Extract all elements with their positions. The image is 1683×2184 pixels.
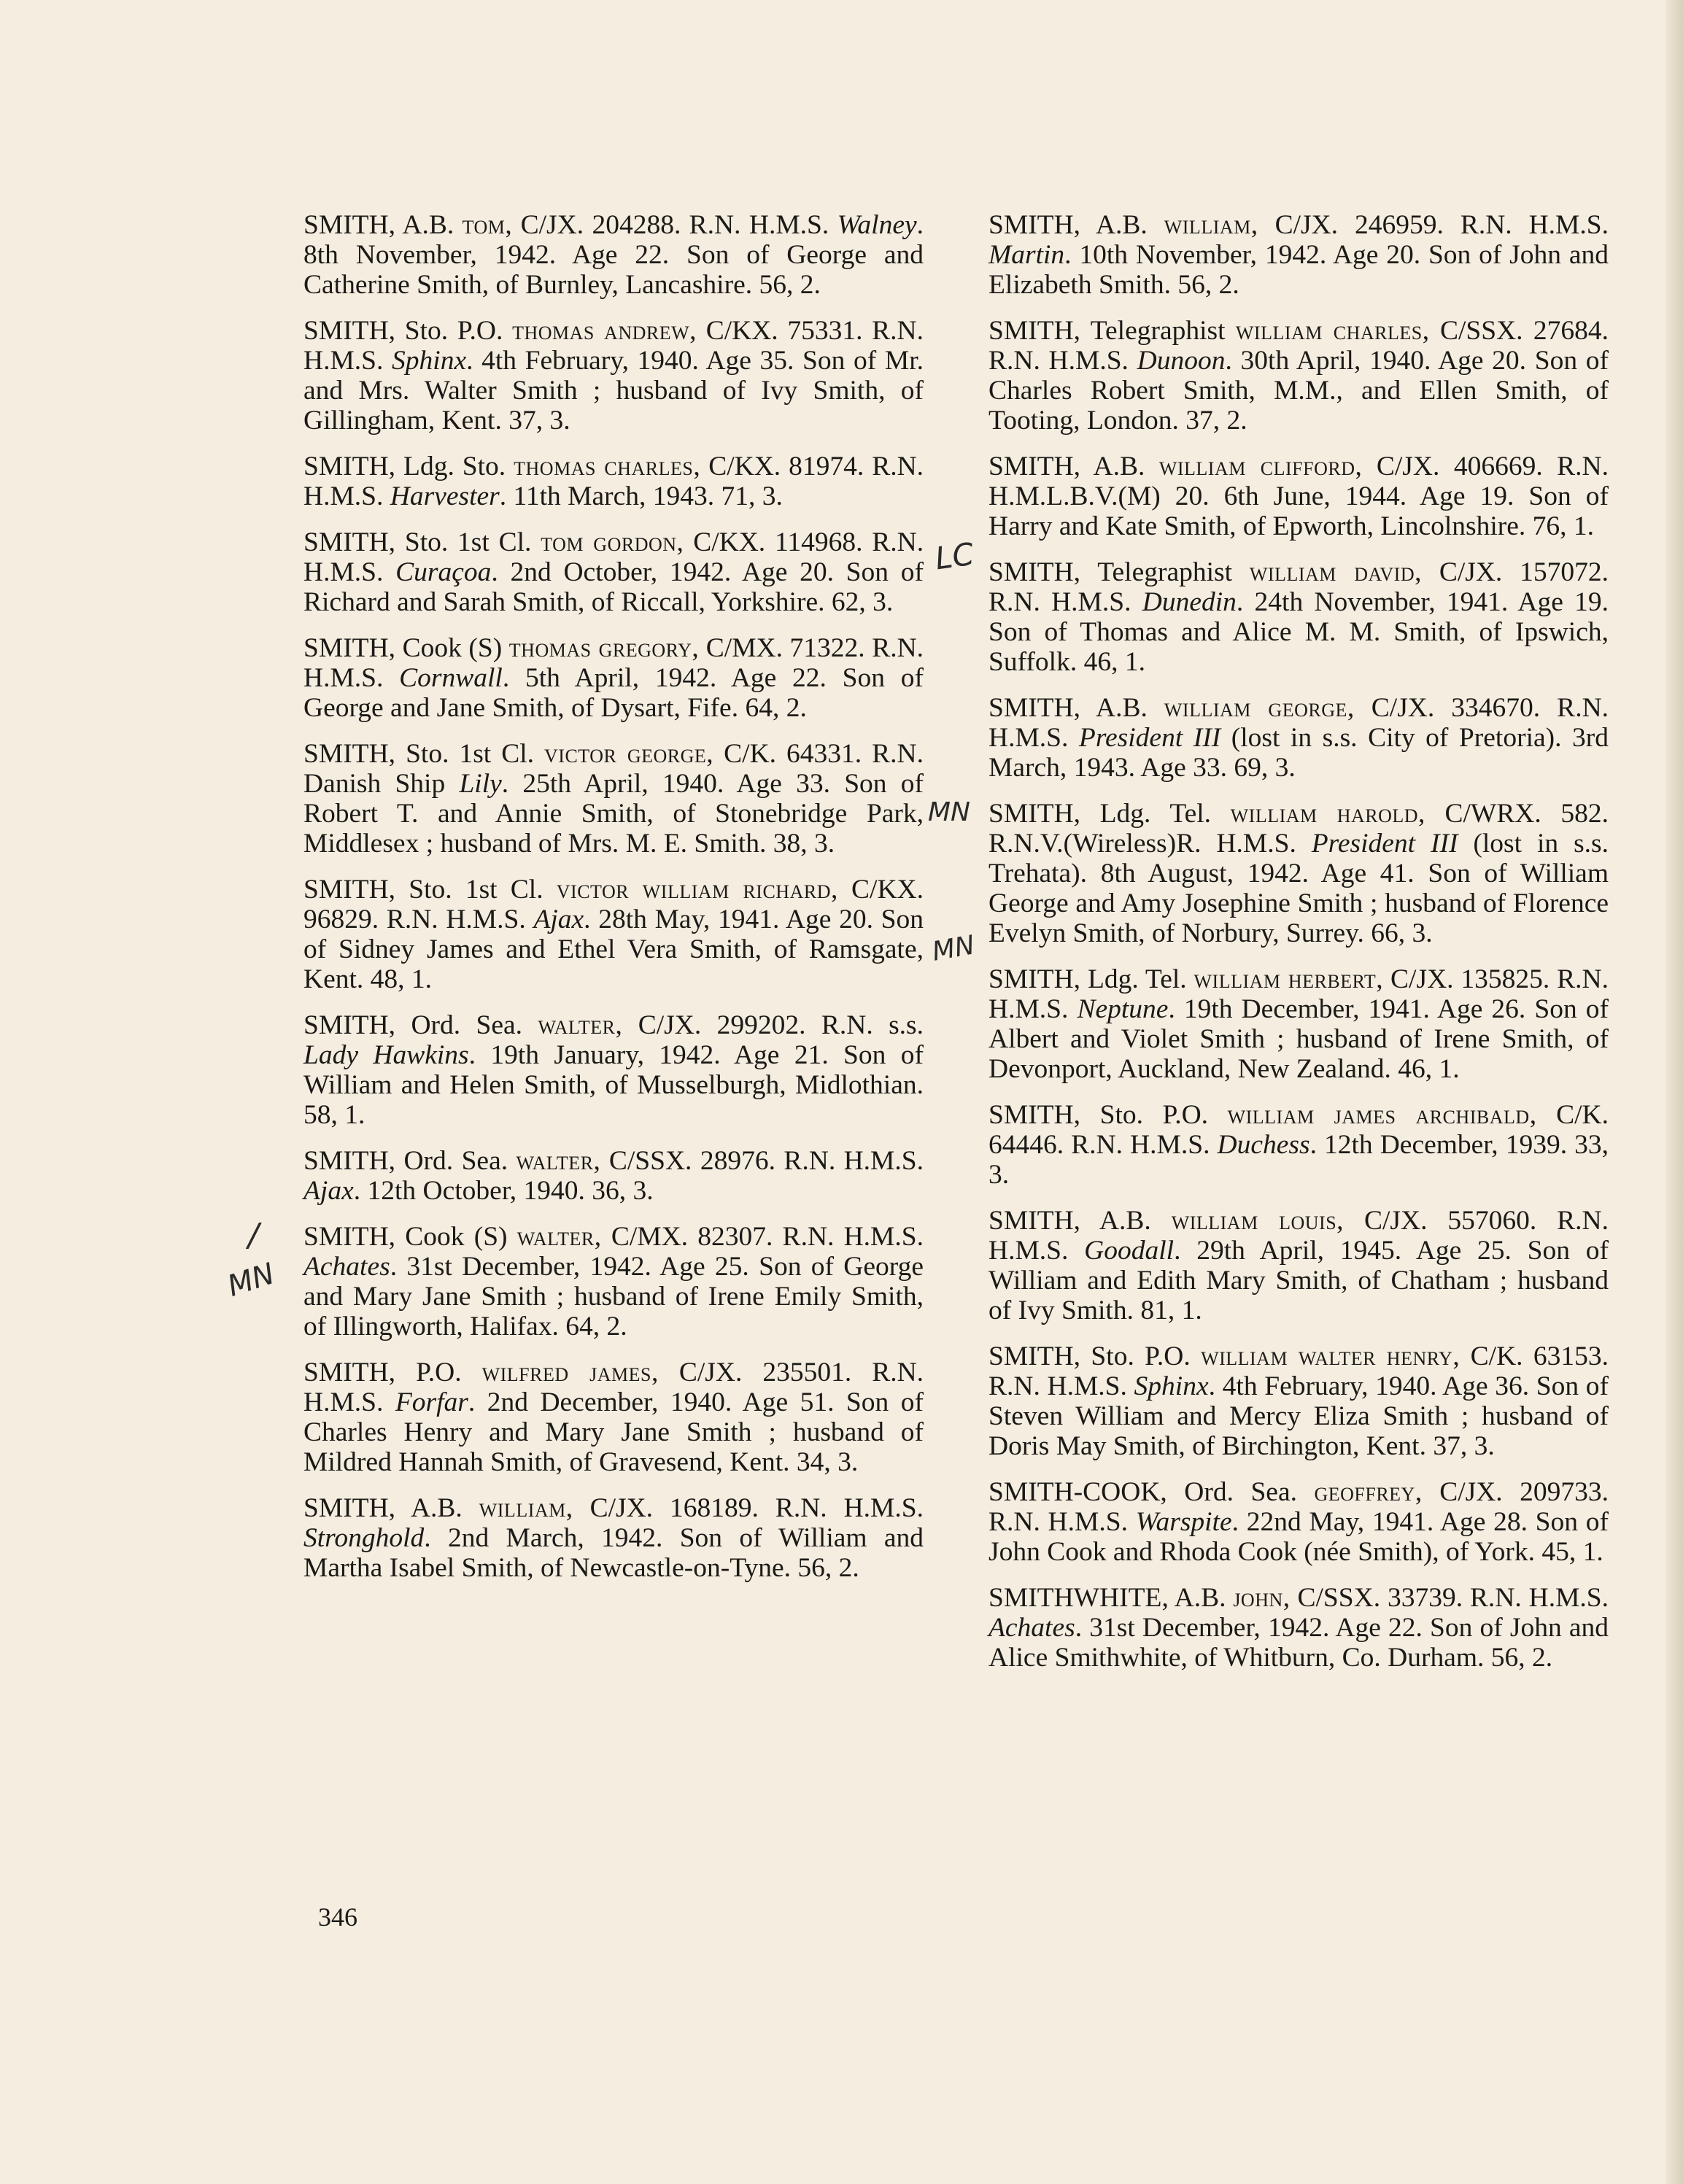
entry-details: . 5th April, 1942. Age 22. Son of George and Jane Smith, of Dysart, Fife. 64, 2. (303, 663, 924, 723)
rank: A.B. (1096, 693, 1148, 723)
rank: Sto. P.O. (1099, 1100, 1209, 1130)
roll-entry (303, 633, 924, 723)
entry-details: (lost in s.s. Trehata). 8th August, 1942. Age 41. Son of William George and Amy Josephine Smith ; husband of Florence Evelyn Smith, of Norbury, Surrey. 66, 3. (988, 829, 1609, 948)
ship-name: Achates (988, 1613, 1075, 1643)
ship-name: Goodall (1084, 1236, 1175, 1266)
given-names: thomas gregory, (508, 633, 700, 663)
given-names: tom, (462, 210, 513, 240)
surname: SMITH, (303, 739, 396, 769)
surname: SMITH, (988, 1100, 1081, 1130)
service-details: C/JX. 406669. R.N. H.M.L.B.V.(M) 20. 6th June, 1944. Age 19. Son of Harry and Kate Smith, of Epworth, Lincolnshire. 76, 1. (988, 452, 1609, 541)
ship-name: Stronghold (303, 1523, 425, 1553)
rank: Sto. 1st Cl. (406, 739, 535, 769)
service-details: C/K. 64446. R.N. H.M.S. (988, 1100, 1609, 1160)
surname: SMITH-COOK, (988, 1477, 1167, 1507)
handwritten-note-mn: MN (928, 797, 970, 827)
service-details: C/JX. 299202. R.N. s.s. (638, 1010, 924, 1040)
surname: SMITH, (303, 210, 396, 240)
service-details: C/JX. 168189. R.N. H.M.S. (589, 1493, 924, 1523)
service-details: C/KX. 75331. R.N. H.M.S. (303, 316, 924, 376)
service-details: C/MX. 82307. R.N. H.M.S. (611, 1222, 924, 1252)
entry-details: . 19th December, 1941. Age 26. Son of Albert and Violet Smith ; husband of Irene Smith, of Devonport, Auckland, New Zealand. 46, 1. (988, 994, 1609, 1084)
entry-details: . 31st December, 1942. Age 22. Son of John and Alice Smithwhite, of Whitburn, Co. Durham. 56, 2. (988, 1613, 1609, 1673)
roll-entry (988, 1100, 1609, 1190)
ship-name: Cornwall (399, 663, 503, 693)
roll-entry (988, 557, 1609, 677)
surname: SMITH, (988, 1341, 1081, 1371)
service-details: C/SSX. 28976. R.N. H.M.S. (608, 1146, 924, 1176)
given-names: william louis, (1171, 1206, 1345, 1236)
roll-entry (303, 1358, 924, 1477)
rank: A.B. (1174, 1583, 1226, 1613)
rank: Cook (S) (405, 1222, 508, 1252)
ship-name: Sphinx (1134, 1371, 1209, 1401)
service-details: C/JX. 209733. R.N. H.M.S. (988, 1477, 1609, 1537)
ship-name: President III (1311, 829, 1458, 859)
ship-name: President III (1078, 723, 1221, 753)
roll-entry (303, 1493, 924, 1583)
given-names: william david, (1249, 557, 1422, 587)
surname: SMITH, (988, 964, 1081, 994)
given-names: walter, (516, 1146, 601, 1176)
rank: Sto. P.O. (404, 316, 503, 346)
roll-entry (303, 1146, 924, 1206)
roll-entry (303, 210, 924, 300)
surname: SMITH, (303, 316, 396, 346)
roll-entry (988, 964, 1609, 1084)
entry-details: . 19th January, 1942. Age 21. Son of William and Helen Smith, of Musselburgh, Midlothian. 58, 1. (303, 1040, 924, 1130)
rank: Ldg. Tel. (1087, 964, 1187, 994)
surname: SMITH, (988, 210, 1081, 240)
given-names: victor william richard, (556, 875, 838, 905)
roll-entry (988, 799, 1609, 948)
rank: Ldg. Tel. (1099, 799, 1212, 829)
ship-name: Neptune (1077, 994, 1169, 1024)
service-details: C/SSX. 27684. R.N. H.M.S. (988, 316, 1609, 376)
entry-details: . 28th May, 1941. Age 20. Son of Sidney James and Ethel Vera Smith, of Ramsgate, Kent. 48, 1. (303, 905, 924, 994)
service-details: C/K. 64331. R.N. Danish Ship (303, 739, 924, 799)
roll-entry (988, 693, 1609, 783)
given-names: william clifford, (1158, 452, 1363, 481)
entry-details: (lost in s.s. City of Pretoria). 3rd March, 1943. Age 33. 69, 3. (988, 723, 1609, 783)
surname: SMITH, (988, 557, 1081, 587)
entry-details: . 24th November, 1941. Age 19. Son of Thomas and Alice M. M. Smith, of Ipswich, Suffolk. 46, 1. (988, 587, 1609, 677)
given-names: william herbert, (1193, 964, 1384, 994)
rank: A.B. (1095, 210, 1148, 240)
surname: SMITH, (988, 799, 1081, 829)
ship-name: Dunoon (1137, 346, 1226, 376)
service-details: C/MX. 71322. R.N. H.M.S. (303, 633, 924, 693)
ship-name: Walney (837, 210, 917, 240)
surname: SMITH, (988, 452, 1081, 481)
service-details: C/KX. 81974. R.N. H.M.S. (303, 452, 924, 511)
surname: SMITH, (303, 1493, 396, 1523)
surname: SMITH, (303, 1146, 396, 1176)
roll-entry (988, 1583, 1609, 1673)
given-names: thomas andrew, (512, 316, 697, 346)
entry-details: . 8th November, 1942. Age 22. Son of George and Catherine Smith, of Burnley, Lancashire. 56, 2. (303, 210, 924, 300)
roll-entry (988, 1206, 1609, 1325)
rank: Cook (S) (402, 633, 503, 663)
service-details: C/JX. 135825. R.N. H.M.S. (988, 964, 1609, 1024)
entry-details: . 12th October, 1940. 36, 3. (353, 1176, 654, 1206)
entry-details: . 10th November, 1942. Age 20. Son of John and Elizabeth Smith. 56, 2. (988, 240, 1609, 300)
surname: SMITH, (303, 1222, 396, 1252)
roll-entry (303, 739, 924, 859)
ship-name: Martin (988, 240, 1065, 270)
entry-details: . 22nd May, 1941. Age 28. Son of John Cook and Rhoda Cook (née Smith), of York. 45, 1. (988, 1507, 1609, 1567)
handwritten-note-mn: MN (929, 930, 978, 967)
handwritten-note-slash: / (248, 1217, 259, 1254)
ship-name: Forfar (395, 1387, 468, 1417)
entry-details: . 30th April, 1940. Age 20. Son of Charles Robert Smith, M.M., and Ellen Smith, of Tooting, London. 37, 2. (988, 346, 1609, 435)
given-names: william walter henry, (1201, 1341, 1460, 1371)
rank: Ord. Sea. (411, 1010, 523, 1040)
surname: SMITH, (988, 1206, 1081, 1236)
service-details: C/SSX. 33739. R.N. H.M.S. (1297, 1583, 1609, 1613)
given-names: wilfred james, (481, 1358, 659, 1387)
left-column (303, 210, 924, 1599)
rank: A.B. (1093, 452, 1145, 481)
ship-name: Harvester (390, 481, 500, 511)
ship-name: Lily (459, 769, 502, 799)
given-names: walter, (538, 1010, 623, 1040)
ship-name: Ajax (533, 905, 584, 934)
roll-entry (988, 1341, 1609, 1461)
page-edge-shadow (1665, 0, 1683, 2184)
rank: Ldg. Sto. (403, 452, 506, 481)
service-details: C/JX. 246959. R.N. H.M.S. (1274, 210, 1609, 240)
entry-details: . 25th April, 1940. Age 33. Son of Robert T. and Annie Smith, of Stonebridge Park, Middlesex ; husband of Mrs. M. E. Smith. 38, 3. (303, 769, 924, 859)
entry-details: . 31st December, 1942. Age 25. Son of George and Mary Jane Smith ; husband of Irene Emily Smith, of Illingworth, Halifax. 64, 2. (303, 1252, 924, 1341)
rank: A.B. (410, 1493, 463, 1523)
given-names: tom gordon, (541, 527, 684, 557)
entry-details: . 2nd December, 1940. Age 51. Son of Charles Henry and Mary Jane Smith ; husband of Mildred Hannah Smith, of Gravesend, Kent. 34, 3. (303, 1387, 924, 1477)
entry-details: . 2nd March, 1942. Son of William and Martha Isabel Smith, of Newcastle-on-Tyne. 56, 2. (303, 1523, 924, 1583)
rank: A.B. (402, 210, 454, 240)
roll-entry (303, 316, 924, 435)
given-names: william, (1164, 210, 1258, 240)
ship-name: Sphinx (392, 346, 467, 376)
rank: Sto. 1st Cl. (404, 527, 532, 557)
surname: SMITH, (303, 452, 396, 481)
rank: P.O. (416, 1358, 462, 1387)
service-details: C/JX. 334670. R.N. H.M.S. (988, 693, 1609, 753)
rank: Sto. P.O. (1091, 1341, 1191, 1371)
surname: SMITH, (303, 875, 396, 905)
given-names: william harold, (1230, 799, 1425, 829)
right-column (988, 210, 1609, 1689)
ship-name: Curaçoa (395, 557, 492, 587)
page-number: 346 (318, 1902, 357, 1932)
surname: SMITH, (303, 633, 396, 663)
handwritten-note-lc: LC (932, 535, 976, 577)
surname: SMITH, (988, 316, 1081, 346)
roll-entry (988, 1477, 1609, 1567)
given-names: thomas charles, (514, 452, 701, 481)
entry-details: . 2nd October, 1942. Age 20. Son of Richard and Sarah Smith, of Riccall, Yorkshire. 62, 3. (303, 557, 924, 617)
surname: SMITH, (303, 1358, 396, 1387)
given-names: william james archibald, (1227, 1100, 1537, 1130)
roll-entry (988, 452, 1609, 541)
entry-details: . 11th March, 1943. 71, 3. (499, 481, 783, 511)
rank: Telegraphist (1090, 316, 1226, 346)
rank: Ord. Sea. (403, 1146, 508, 1176)
surname: SMITH, (303, 1010, 396, 1040)
service-details: C/JX. 157072. R.N. H.M.S. (988, 557, 1609, 617)
given-names: geoffrey, (1314, 1477, 1423, 1507)
given-names: william, (479, 1493, 573, 1523)
ship-name: Dunedin (1142, 587, 1237, 617)
entry-details: . 4th February, 1940. Age 35. Son of Mr. and Mrs. Walter Smith ; husband of Ivy Smith, of Gillingham, Kent. 37, 3. (303, 346, 924, 435)
given-names: john, (1233, 1583, 1291, 1613)
service-details: C/K. 63153. R.N. H.M.S. (988, 1341, 1609, 1401)
roll-entry (988, 210, 1609, 300)
roll-entry (988, 316, 1609, 435)
service-details: C/JX. 204288. R.N. H.M.S. (520, 210, 837, 240)
given-names: victor george, (544, 739, 714, 769)
entry-details: . 4th February, 1940. Age 36. Son of Steven William and Mercy Eliza Smith ; husband of Doris May Smith, of Birchington, Kent. 37, 3. (988, 1371, 1609, 1461)
roll-entry (303, 527, 924, 617)
service-details: C/JX. 235501. R.N. H.M.S. (303, 1358, 924, 1417)
given-names: walter, (516, 1222, 602, 1252)
ship-name: Lady Hawkins (303, 1040, 469, 1070)
service-details: C/KX. 114968. R.N. H.M.S. (303, 527, 924, 587)
rank: A.B. (1099, 1206, 1151, 1236)
roll-entry (303, 1222, 924, 1341)
rank: Sto. 1st Cl. (409, 875, 543, 905)
rank: Ord. Sea. (1184, 1477, 1297, 1507)
given-names: william george, (1164, 693, 1355, 723)
roll-entry (303, 875, 924, 994)
roll-entry (303, 452, 924, 511)
service-details: C/WRX. 582. R.N.V.(Wireless)R. H.M.S. (988, 799, 1609, 859)
entry-details: . 29th April, 1945. Age 25. Son of William and Edith Mary Smith, of Chatham ; husband of Ivy Smith. 81, 1. (988, 1236, 1609, 1325)
ship-name: Achates (303, 1252, 390, 1282)
ship-name: Duchess (1217, 1130, 1310, 1160)
roll-entry (303, 1010, 924, 1130)
entry-details: . 12th December, 1939. 33, 3. (988, 1130, 1609, 1190)
given-names: william charles, (1235, 316, 1430, 346)
service-details: C/JX. 557060. R.N. H.M.S. (988, 1206, 1609, 1266)
surname: SMITH, (988, 693, 1081, 723)
handwritten-note-mn: MN (223, 1257, 279, 1304)
ship-name: Ajax (303, 1176, 354, 1206)
surname: SMITH, (303, 527, 396, 557)
rank: Telegraphist (1097, 557, 1233, 587)
ship-name: Warspite (1135, 1507, 1232, 1537)
service-details: C/KX. 96829. R.N. H.M.S. (303, 875, 924, 934)
surname: SMITHWHITE, (988, 1583, 1169, 1613)
